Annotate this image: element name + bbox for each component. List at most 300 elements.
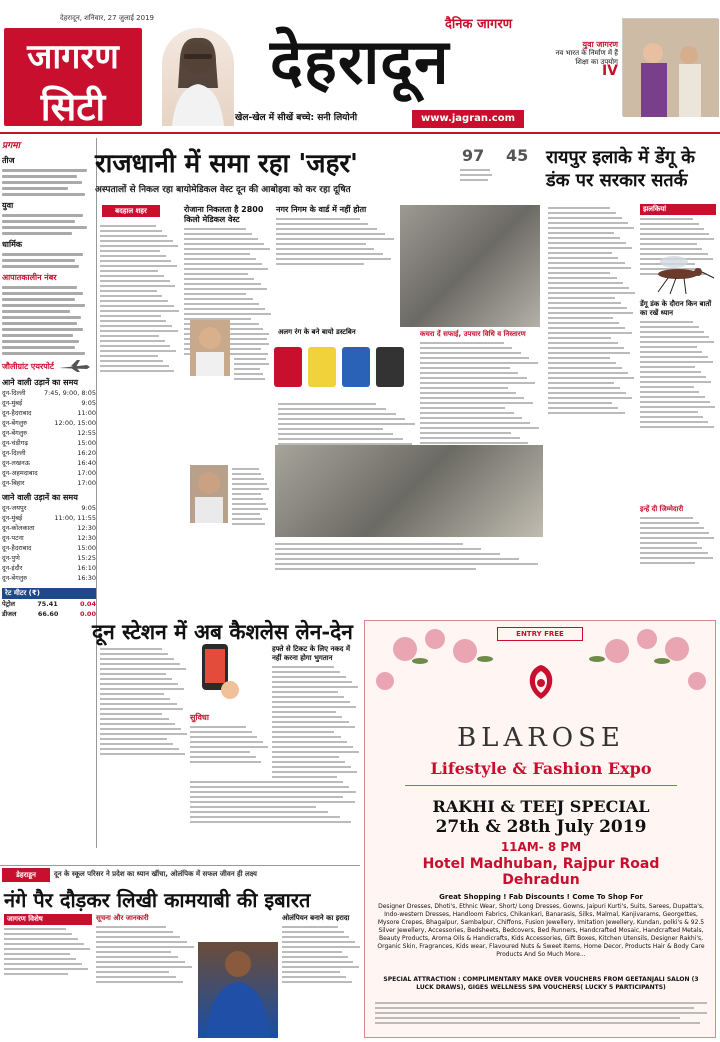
text-line (184, 278, 254, 280)
text-line (276, 238, 394, 240)
text-line (234, 358, 266, 360)
text-line (640, 562, 695, 564)
text-line (272, 766, 351, 768)
ticket-head: हफ्ते से टिकट के लिए नकद में नहीं करना होगा भुगतान (272, 645, 351, 662)
text-line (100, 748, 179, 750)
city-title: देहरादून (270, 25, 450, 98)
suvidha-box (190, 712, 270, 766)
text-line (190, 816, 340, 818)
text-line (190, 796, 343, 798)
text-line (100, 753, 185, 755)
text-line (190, 811, 328, 813)
text-line (548, 267, 631, 269)
text-line (548, 392, 626, 394)
text-line (278, 403, 376, 405)
text-line (640, 376, 706, 378)
text-line (278, 423, 415, 425)
table-cell: दून-लखनऊ (2, 459, 30, 467)
table-row (2, 543, 96, 553)
dengue-tips (640, 300, 716, 431)
text-line (640, 547, 702, 549)
text-line (548, 237, 620, 239)
text-line (640, 223, 699, 225)
website-link[interactable]: www.jagran.com (412, 110, 524, 128)
text-line (234, 378, 265, 380)
ticket-side (272, 645, 360, 796)
text-line (184, 313, 271, 315)
text-line (282, 981, 352, 983)
phone-payment-icon (192, 640, 242, 708)
text-line (548, 312, 633, 314)
fuel-table (2, 599, 96, 619)
cashless-story (100, 645, 188, 860)
text-line (100, 355, 158, 357)
text-line (184, 228, 246, 230)
text-line (272, 741, 347, 743)
text-line (100, 280, 170, 282)
text-line (420, 417, 522, 419)
logo-top-text: जागरण (27, 37, 119, 77)
table-row (2, 609, 96, 619)
table-cell: 15:25 (77, 554, 96, 562)
strip-text: दून के स्कूल परिसर ने प्रदेश का ध्यान खींचा, ओलंपिक में सफल जीवन ही लक्ष्य (54, 870, 257, 878)
text-line (272, 681, 352, 683)
text-line (548, 352, 630, 354)
section-teej: तीज (2, 156, 15, 165)
text-line (640, 366, 695, 368)
text-line (184, 253, 250, 255)
text-line (190, 756, 256, 758)
text-line (4, 963, 82, 965)
strip-tag: डेहराडून (2, 868, 50, 882)
table-cell: दून-बेंगलुरु (2, 429, 28, 437)
fuel-head: रेट मीटर (₹) (2, 588, 96, 599)
text-line (96, 956, 178, 958)
text-line (190, 781, 308, 783)
stat-captions (460, 166, 540, 184)
table-cell: 16:30 (77, 574, 96, 582)
text-line (100, 290, 157, 292)
text-line (548, 337, 611, 339)
table-cell: दून-बिहार (2, 479, 25, 487)
ad-shopping (375, 893, 707, 959)
text-line (100, 658, 174, 660)
table-row (2, 478, 96, 488)
text-line (278, 438, 403, 440)
text-line (640, 346, 697, 348)
text-line (100, 743, 173, 745)
text-line (282, 976, 346, 978)
text-line (278, 413, 396, 415)
text-line (190, 741, 263, 743)
text-line (232, 493, 261, 495)
text-line (420, 442, 528, 444)
text-line (96, 961, 185, 963)
text-line (640, 386, 694, 388)
text-line (282, 951, 342, 953)
text-line (184, 298, 253, 300)
text-line (96, 936, 180, 938)
text-line (100, 230, 162, 232)
text-line (548, 247, 632, 249)
text-line (548, 307, 627, 309)
tips-head: डेंगू डंक के दौरान किन बातों का रखें ध्यान (640, 300, 712, 317)
table-cell: दून-हैदराबाद (2, 409, 32, 417)
text-line (640, 401, 710, 403)
text-line (282, 971, 340, 973)
text-line (640, 238, 714, 240)
jhalkiyan-head: झलकियां (640, 204, 716, 215)
text-line (276, 248, 374, 250)
text-line (272, 756, 339, 758)
text-line (4, 933, 72, 935)
text-line (548, 227, 634, 229)
ad-dates: 27th & 28th July 2019 (435, 817, 647, 837)
text-line (276, 263, 364, 265)
table-row (2, 513, 96, 523)
text-line (4, 953, 70, 955)
text-line (275, 568, 476, 570)
text-line (276, 233, 385, 235)
text-line (275, 543, 463, 545)
table-row (2, 418, 96, 428)
text-line (100, 723, 175, 725)
text-line (282, 926, 338, 928)
text-line (420, 432, 511, 434)
text-line (272, 706, 356, 708)
vishesh-head: जागरण विशेष (4, 914, 92, 925)
mid-headline: नगर निगम के वार्ड में नहीं होता (276, 205, 367, 214)
text-line (420, 407, 505, 409)
text-line (232, 473, 261, 475)
text-line (420, 392, 516, 394)
text-line (184, 233, 252, 235)
text-line (278, 408, 386, 410)
text-line (100, 668, 186, 670)
table-cell: 75.41 (37, 600, 58, 608)
text-line (278, 428, 383, 430)
cashless-headline: दून स्टेशन में अब कैशलेस लेन-देन (92, 619, 353, 644)
table-cell: 16:40 (77, 459, 96, 467)
text-line (548, 402, 612, 404)
text-line (640, 552, 708, 554)
olympian-head: ओलंपियन बनाने का इरादा (282, 914, 350, 922)
text-line (420, 352, 521, 354)
dengue-headline: रायपुर इलाके में डेंगू के डंक पर सरकार सतर्क (546, 147, 695, 191)
text-line (276, 228, 377, 230)
text-line (100, 688, 184, 690)
text-line (640, 391, 699, 393)
masthead-divider (0, 132, 720, 134)
text-line (275, 558, 519, 560)
table-cell: 0.04 (79, 600, 96, 608)
text-line (232, 483, 267, 485)
text-line (640, 228, 704, 230)
text-line (100, 345, 170, 347)
text-line (548, 272, 610, 274)
text-line (96, 981, 183, 983)
text-line (282, 931, 344, 933)
table-cell: 11:00 (77, 409, 96, 417)
table-cell: दून-मुंबई (2, 514, 23, 522)
text-line (420, 372, 518, 374)
text-line (100, 275, 164, 277)
text-line (276, 253, 383, 255)
text-line (640, 426, 714, 428)
rules-head: कचरा दें सफाई, उपचार विधि व निस्तारण (420, 330, 526, 338)
table-cell: 0.00 (79, 610, 96, 618)
text-line (548, 242, 626, 244)
text-line (640, 356, 708, 358)
table-cell: दून-कोलकाता (2, 524, 35, 532)
blarose-ad[interactable] (364, 620, 716, 1038)
text-line (4, 938, 78, 940)
text-line (640, 233, 709, 235)
text-line (190, 801, 355, 803)
text-line (100, 365, 169, 367)
text-line (548, 377, 634, 379)
table-cell: पेट्रोल (2, 600, 16, 608)
athlete-photo (198, 942, 278, 1038)
table-cell: 15:00 (77, 544, 96, 552)
quote-1 (234, 320, 270, 383)
blarose-logo-icon (517, 659, 565, 707)
text-line (4, 958, 76, 960)
ad-city: Dehradun (502, 872, 580, 888)
text-line (232, 523, 265, 525)
text-line (272, 736, 341, 738)
table-cell: 7:45, 9:00, 8:05 (43, 389, 96, 397)
mosquito-illustration (640, 248, 716, 296)
text-line (640, 527, 704, 529)
text-line (96, 941, 187, 943)
table-row (2, 523, 96, 533)
text-line (640, 341, 714, 343)
official-photo-1 (190, 320, 230, 376)
text-line (272, 761, 345, 763)
text-line (548, 217, 622, 219)
text-line (272, 671, 340, 673)
logo-bottom-text: सिटी (40, 84, 106, 129)
text-line (275, 548, 481, 550)
table-row (2, 438, 96, 448)
story-bottom-text (275, 540, 543, 573)
text-line (190, 751, 250, 753)
text-line (272, 691, 338, 693)
left-column (2, 138, 97, 848)
section-dharmik: धार्मिक (2, 240, 22, 249)
text-line (272, 686, 358, 688)
text-line (232, 518, 262, 520)
text-line (232, 478, 264, 480)
text-line (420, 387, 508, 389)
yuva-promo (548, 40, 618, 79)
table-row (2, 398, 96, 408)
text-line (282, 941, 355, 943)
table-cell: 16:20 (77, 449, 96, 457)
text-line (548, 347, 624, 349)
table-cell: 66.60 (37, 610, 59, 618)
text-line (282, 956, 348, 958)
text-line (190, 761, 261, 763)
text-line (100, 360, 163, 362)
table-row (2, 573, 96, 583)
entry-free-badge: ENTRY FREE (497, 627, 583, 641)
table-cell: दून-दिल्ली (2, 449, 26, 457)
dateline: देहरादून, शनिवार, 27 जुलाई 2019 (60, 14, 155, 22)
text-line (640, 542, 697, 544)
waste-pile-photo (275, 445, 543, 537)
text-line (4, 928, 66, 930)
info-head: सूचना और जानकारी (96, 914, 149, 922)
text-line (640, 396, 705, 398)
list-head: इन्हें दी जिम्मेदारी (640, 505, 684, 513)
text-line (184, 293, 246, 295)
text-line (640, 406, 715, 408)
text-line (640, 243, 697, 245)
text-line (100, 340, 165, 342)
text-line (548, 322, 619, 324)
text-line (548, 367, 622, 369)
text-line (190, 791, 331, 793)
text-line (96, 931, 173, 933)
table-cell: 12:00, 15:00 (54, 419, 96, 427)
text-line (420, 422, 530, 424)
table-cell: दून-पटना (2, 534, 24, 542)
section-brand: प्रगमा (2, 141, 20, 151)
text-line (96, 976, 176, 978)
text-line (640, 381, 711, 383)
masthead (0, 0, 720, 132)
text-line (282, 966, 359, 968)
text-line (640, 218, 693, 220)
text-line (282, 961, 353, 963)
text-line (100, 265, 177, 267)
cashless-bottom-text (190, 778, 358, 860)
table-cell: दून-बेंगलुरु (2, 574, 28, 582)
text-line (640, 522, 699, 524)
text-line (420, 402, 533, 404)
shop-list: Designer Dresses, Dhoti's, Ethnic Wear, Short/ Long Dresses, Gowns, Jaipuri Kurti's, Suits, Sarees, Dupatta's, Indo-western Dresses, Handloom Fabrics, Chikankari, Banarasis, Silks, Malmal, Kanjivarams, Georgettes, Mysore Crepes, Bhagalpur, Sambalpur, Chiffons, Fusion Jewellery, Imitation Jewellery, Kundan, polki's & 92.5 Silver Jewellery, Accessories, Bedsheets, Bedcovers, Bed Runners, Handcrafted Mosaic, Handcrafted Metals, Beauty Products, Aroma Oils & Handicrafts, Kids Accessories, Gift Boxes, Kitchen Utensils, Designer Rakhi's, Organic Skin, Fragrances, Kids wear, Flavoured Nuts & Sweet Items, Home Decor, Products Hair & Body Care Products And So Much More... (377, 903, 705, 958)
text-line (275, 563, 538, 565)
section-emergency: आपातकालीन नंबर (2, 273, 57, 282)
table-cell: 9:05 (81, 504, 96, 512)
text-line (190, 806, 316, 808)
text-line (548, 372, 628, 374)
text-line (640, 537, 714, 539)
text-line (100, 653, 168, 655)
text-line (640, 351, 702, 353)
text-line (100, 693, 164, 695)
text-line (420, 357, 529, 359)
table-cell: 12:30 (77, 534, 96, 542)
shop-head: Great Shopping ! Fab Discounts ! Come To Shop For (439, 893, 643, 901)
table-cell: दून-अहमदाबाद (2, 469, 38, 477)
text-line (96, 926, 166, 928)
text-line (100, 305, 174, 307)
text-line (548, 252, 612, 254)
text-line (4, 943, 84, 945)
text-line (234, 323, 259, 325)
text-line (640, 361, 713, 363)
text-line (276, 258, 391, 260)
model-photo (162, 28, 234, 126)
text-line (4, 973, 68, 975)
text-line (100, 225, 156, 227)
text-line (234, 368, 260, 370)
text-line (420, 367, 510, 369)
text-line (420, 342, 504, 344)
ad-time: 11AM- 8 PM (500, 840, 582, 854)
ad-participants (375, 999, 707, 1033)
text-line (232, 498, 263, 500)
text-line (100, 713, 162, 715)
ad-expo: Lifestyle & Fashion Expo (430, 759, 652, 778)
table-row (2, 468, 96, 478)
table-cell: दून-दिल्ली (2, 389, 26, 397)
jagran-city-logo (4, 28, 142, 129)
text-line (420, 397, 524, 399)
text-line (184, 303, 259, 305)
text-line (272, 676, 346, 678)
table-cell: 12:55 (77, 429, 96, 437)
text-line (100, 240, 173, 242)
text-line (100, 325, 172, 327)
main-headline: राजधानी में समा रहा 'जहर' (95, 149, 358, 179)
jagran-vishesh (4, 914, 92, 978)
text-line (272, 731, 334, 733)
ad-special: RAKHI & TEEJ SPECIAL (432, 797, 650, 816)
text-line (4, 948, 90, 950)
story-column-1 (100, 222, 180, 552)
airplane-icon (57, 359, 91, 373)
text-line (548, 292, 635, 294)
text-line (272, 701, 350, 703)
text-line (272, 771, 357, 773)
text-line (282, 946, 360, 948)
text-line (548, 412, 625, 414)
garbage-photo (400, 205, 540, 327)
text-line (232, 468, 259, 470)
text-line (100, 315, 161, 317)
text-line (100, 255, 166, 257)
table-cell: दून-बेंगलुरु (2, 419, 28, 427)
text-line (190, 821, 351, 823)
table-cell: दून-जयपुर (2, 504, 27, 512)
text-line (548, 327, 625, 329)
table-row (2, 458, 96, 468)
table-cell: दून-हैदराबाद (2, 544, 32, 552)
text-line (640, 371, 701, 373)
text-line (548, 357, 610, 359)
text-line (272, 666, 334, 668)
text-line (232, 508, 268, 510)
text-line (100, 703, 177, 705)
table-cell: दून-इंदौर (2, 564, 23, 572)
text-line (548, 387, 620, 389)
text-line (420, 427, 539, 429)
departures-title: जाने वाली उड़ानें का समय (2, 493, 78, 502)
text-line (190, 731, 252, 733)
responsibility-list (640, 505, 716, 567)
dengue-story (548, 204, 636, 604)
badhal-shahar-tag: बदहाल शहर (102, 205, 160, 217)
text-line (184, 288, 267, 290)
text-line (272, 716, 342, 718)
text-line (100, 678, 172, 680)
text-line (96, 946, 194, 948)
text-line (548, 232, 614, 234)
